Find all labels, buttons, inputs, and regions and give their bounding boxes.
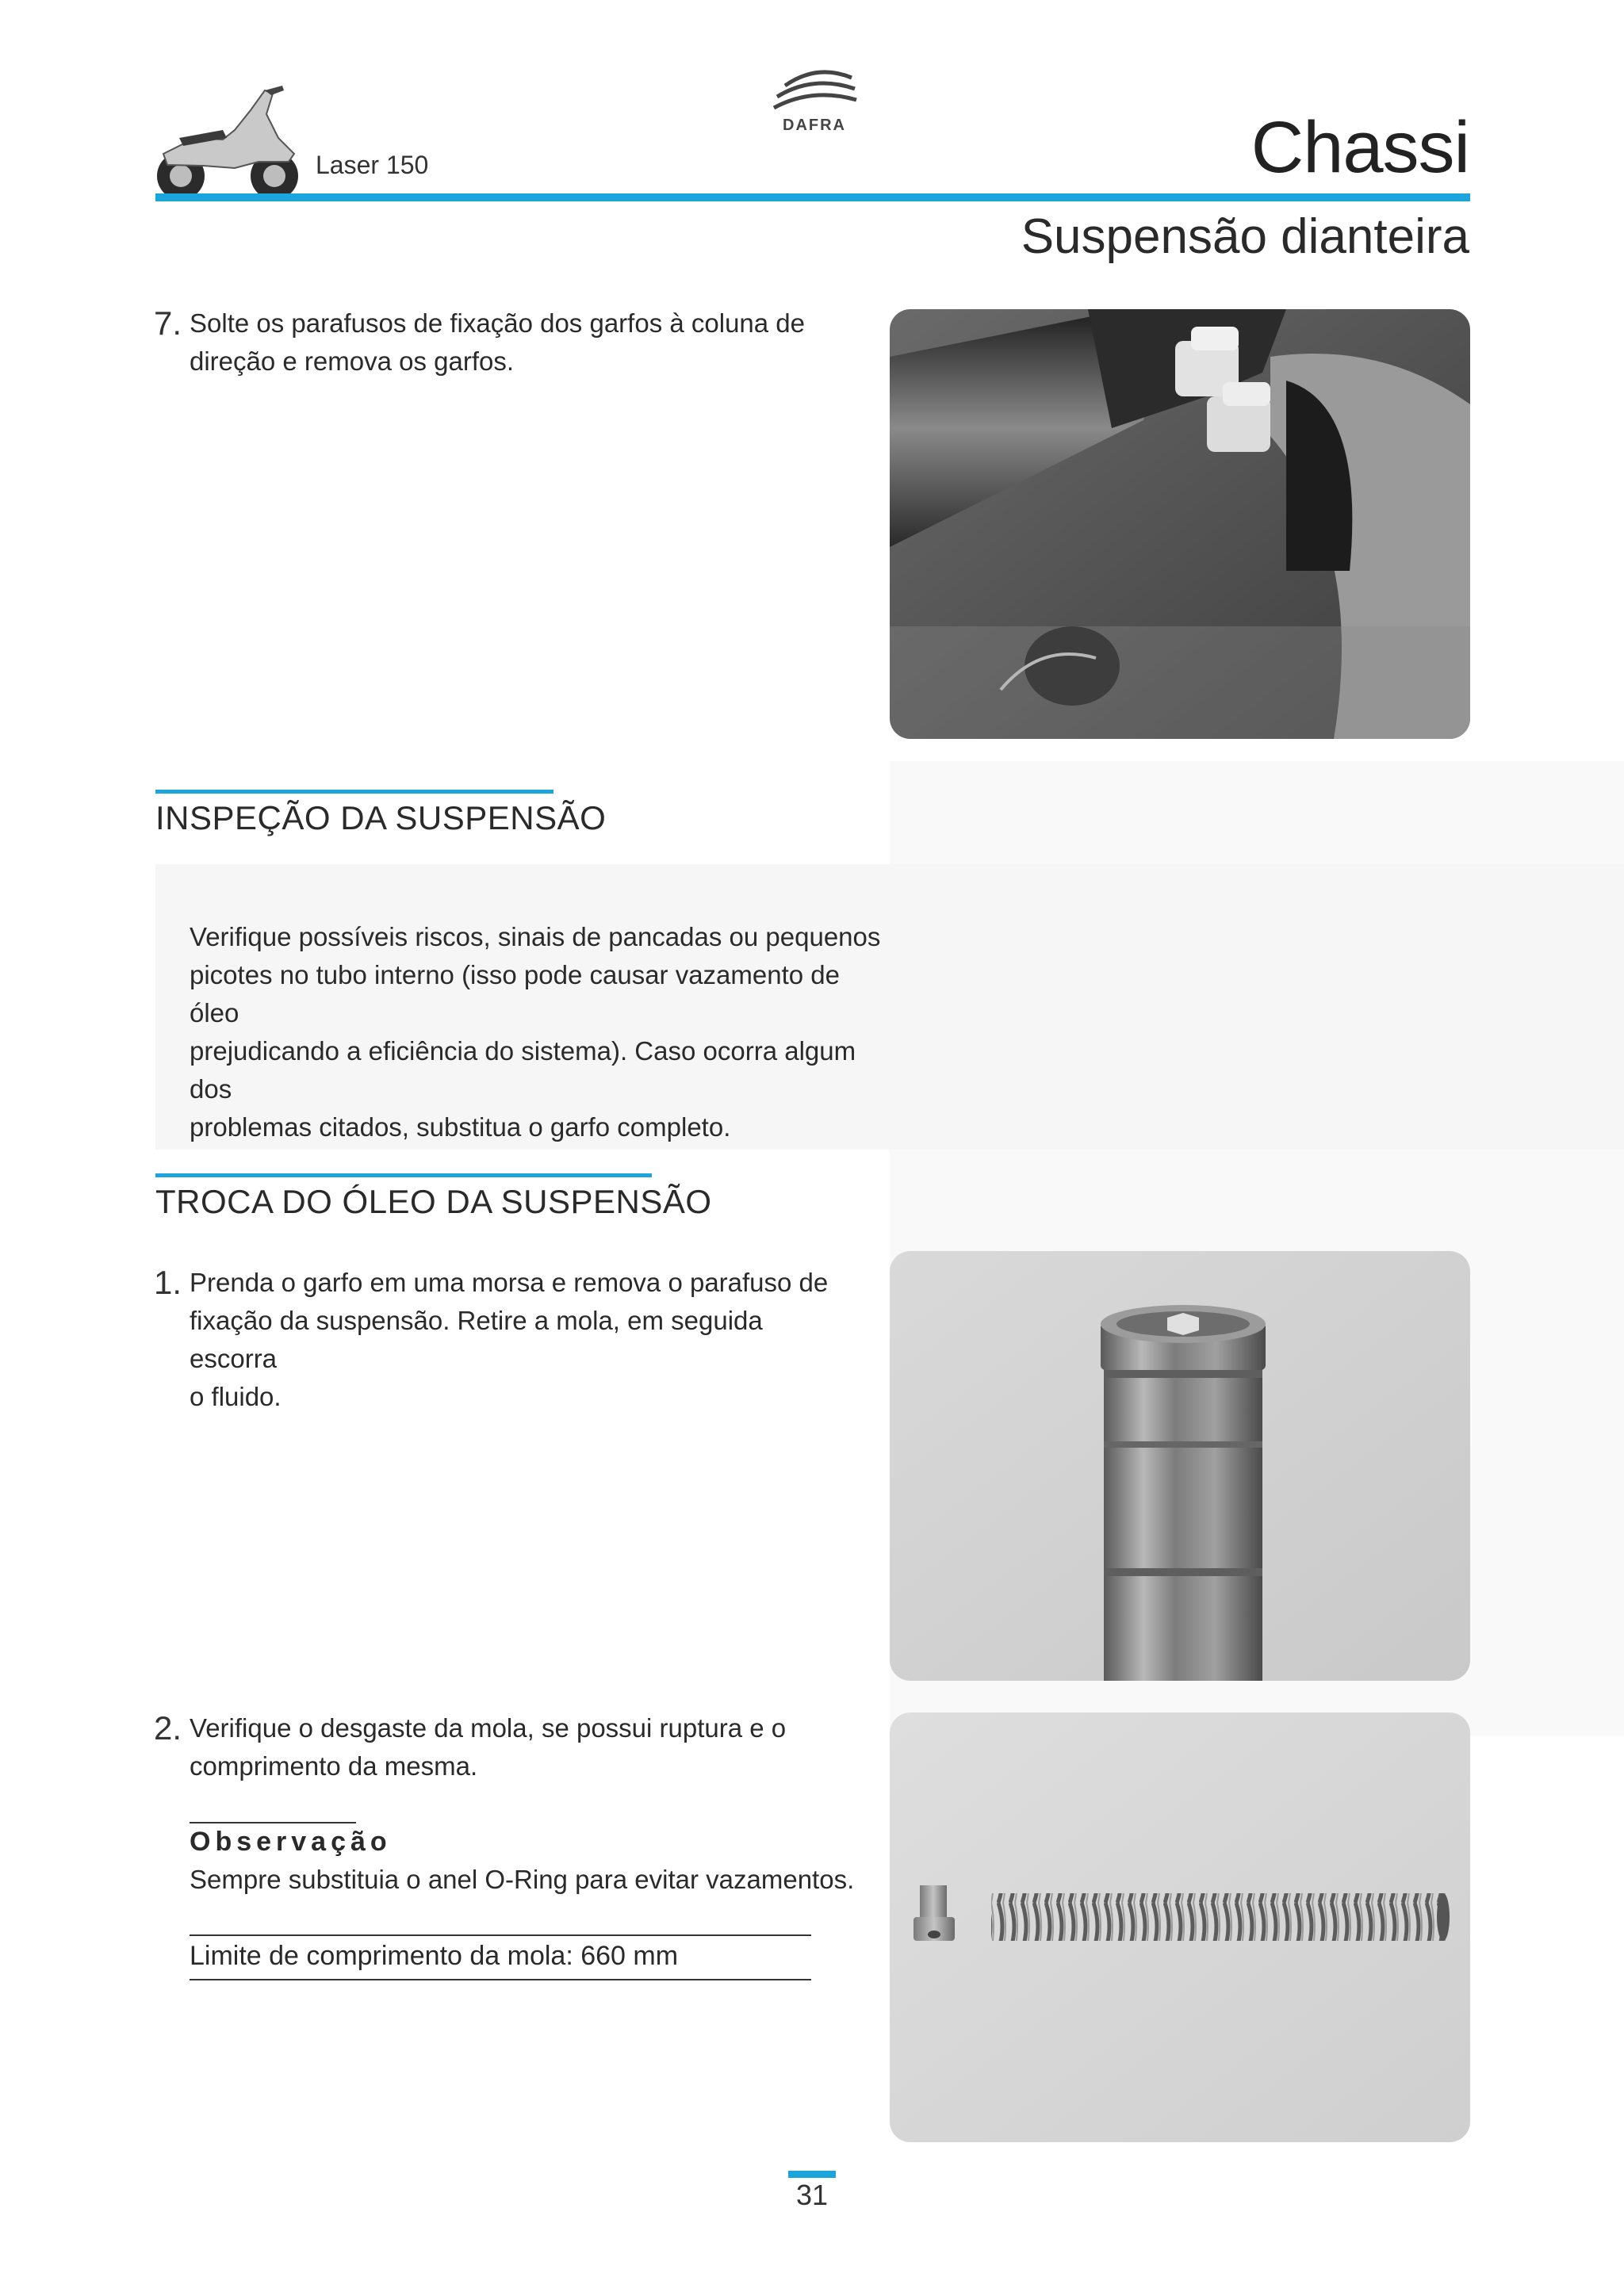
text-line: problemas citados, substitua o garfo completo.: [190, 1112, 731, 1142]
spring-photo: [890, 1712, 1470, 2142]
header-rule: [155, 193, 1470, 201]
step-1: [0, 1264, 872, 1411]
text-line: prejudicando a eficiência do sistema). Caso ocorra algum dos: [190, 1036, 856, 1104]
page-number: 31: [795, 2179, 829, 2211]
observation-rule: [190, 1822, 356, 1823]
step-7: [0, 304, 872, 392]
step-text: [190, 1709, 840, 1785]
oil-change-title: TROCA DO ÓLEO DA SUSPENSÃO: [155, 1183, 712, 1220]
step-text: [190, 1264, 840, 1416]
inspection-title-rule: [155, 790, 553, 794]
limit-bottom-rule: [190, 1979, 811, 1980]
fork-bolts-photo: [890, 309, 1470, 739]
step-line: Solte os parafusos de fixação dos garfos à coluna de: [190, 308, 805, 338]
inspection-text: [190, 918, 887, 1146]
inspection-title: INSPEÇÃO DA SUSPENSÃO: [155, 799, 607, 836]
fork-tube-photo: [890, 1251, 1470, 1681]
step-line: fixação da suspensão. Retire a mola, em seguida escorra: [190, 1306, 763, 1373]
chapter-title: Chassi: [1251, 107, 1469, 188]
step-line: Prenda o garfo em uma morsa e remova o parafuso de: [190, 1268, 829, 1297]
step-2: [0, 1709, 872, 1797]
step-line: direção e remova os garfos.: [190, 346, 515, 376]
step-number: 2.: [154, 1709, 182, 1747]
svg-text:DAFRA: DAFRA: [783, 117, 846, 133]
model-name: Laser 150: [316, 151, 429, 179]
limit-top-rule: [190, 1934, 811, 1936]
step-text: [190, 304, 840, 381]
step-line: o fluido.: [190, 1382, 282, 1411]
page-number-tab: [788, 2171, 836, 2178]
step-line: comprimento da mesma.: [190, 1751, 478, 1781]
text-line: Verifique possíveis riscos, sinais de pancadas ou pequenos: [190, 922, 881, 951]
oil-change-title-rule: [155, 1173, 652, 1177]
section-title: Suspensão dianteira: [1021, 209, 1469, 264]
step-number: 1.: [154, 1264, 182, 1301]
dafra-logo: [769, 60, 860, 133]
step-number: 7.: [154, 304, 182, 342]
observation-title: Observação: [190, 1827, 392, 1857]
step-line: Verifique o desgaste da mola, se possui ruptura e o: [190, 1713, 787, 1743]
scooter-illustration: [147, 82, 306, 201]
observation-text: Sempre substituia o anel O-Ring para evitar vazamentos.: [190, 1865, 855, 1894]
text-line: picotes no tubo interno (isso pode causar vazamento de óleo: [190, 960, 841, 1027]
spring-length-limit: Limite de comprimento da mola: 660 mm: [190, 1941, 679, 1971]
